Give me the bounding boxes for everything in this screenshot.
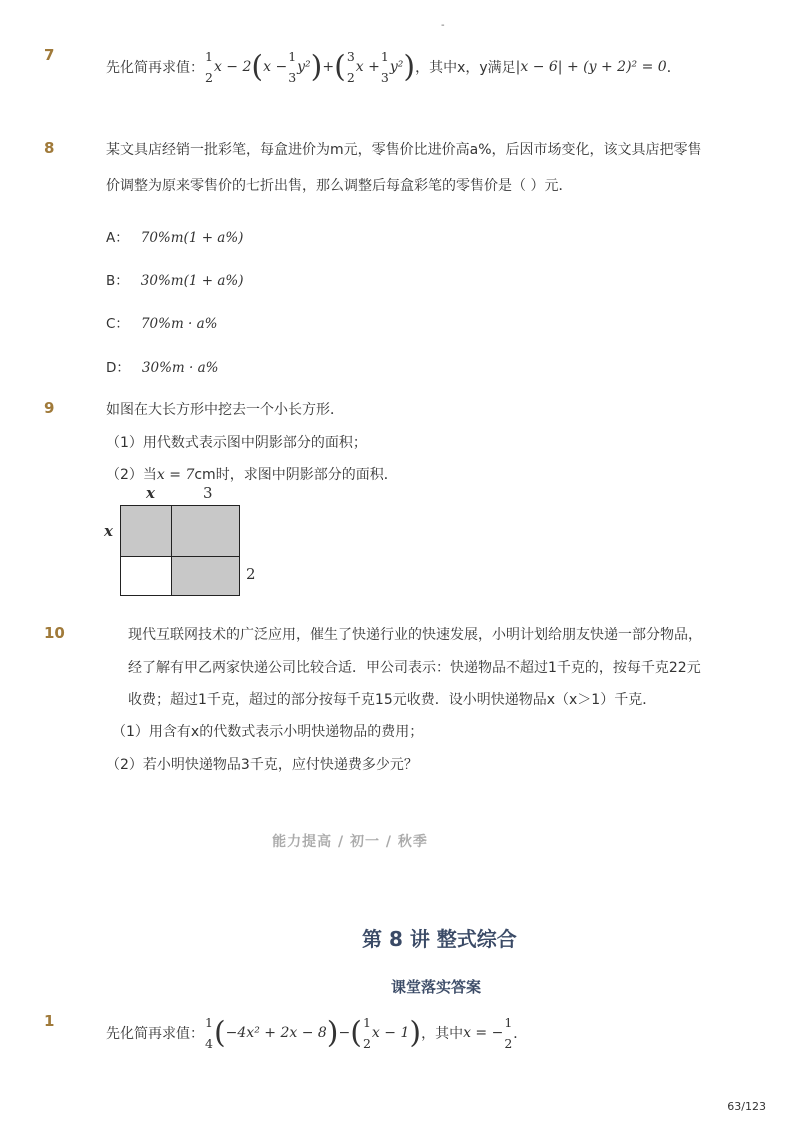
- option-d-value: 30%m · a%: [141, 360, 219, 376]
- question-number-10: 10: [44, 624, 65, 642]
- header-dash: -: [441, 20, 445, 31]
- a1-paren-open-2: (: [350, 1015, 362, 1051]
- q7-inner1: x −: [263, 59, 288, 75]
- question-7-text: [106, 46, 681, 88]
- page-footer: 能力提高 / 初一 / 秋季: [272, 834, 428, 850]
- q7-frac-3: 3 2: [346, 49, 355, 85]
- q7-frac-1: 1 2: [205, 49, 213, 85]
- q9-x-value: x = 7: [156, 467, 195, 483]
- option-b[interactable]: [106, 269, 243, 289]
- option-d-label: D：: [106, 360, 130, 376]
- a1-paren-close-1: ): [326, 1015, 339, 1051]
- question-9-line-1: 如图在大长方形中挖去一个小长方形．: [106, 402, 344, 418]
- option-c[interactable]: [106, 312, 218, 332]
- q7-inner1-tail: y²: [297, 59, 311, 75]
- question-10-line-2: 经了解有甲乙两家快递公司比较合适．甲公司表示：快递物品不超过1千克的，按每千克22元: [128, 660, 701, 676]
- option-b-value: 30%m(1 + a%): [140, 273, 244, 289]
- a1-paren-open-1: (: [213, 1015, 226, 1051]
- q7-plus: +: [322, 59, 335, 75]
- q7-suffix: ，其中x，y满足: [415, 60, 516, 76]
- figure-label-right-2: 2: [246, 565, 256, 583]
- option-b-label: B：: [106, 273, 129, 289]
- q7-paren-open-2: (: [334, 49, 346, 85]
- q7-paren-close-2: ): [403, 49, 416, 85]
- a1-minus: −: [338, 1025, 351, 1041]
- figure-label-left-x: x: [104, 522, 113, 540]
- shaded-bottom-right: [171, 556, 240, 596]
- question-9-line-2: （1）用代数式表示图中阴影部分的面积；: [106, 435, 367, 451]
- figure-label-top-x: x: [146, 484, 155, 502]
- a1-frac-3: 1 2: [504, 1015, 513, 1051]
- a1-cond: x = −: [463, 1025, 504, 1041]
- a1-prefix: 先化简再求值：: [106, 1026, 204, 1042]
- page-number: 63/123: [727, 1100, 766, 1113]
- shaded-top-left: [120, 505, 172, 557]
- a1-paren-close-2: ): [409, 1015, 422, 1051]
- a1-frac-2: 1 2: [362, 1015, 371, 1051]
- q7-condition: |x − 6| + (y + 2)² = 0: [515, 59, 667, 75]
- question-10-line-1: 现代互联网技术的广泛应用，催生了快递行业的快速发展，小明计划给朋友快递一部分物品，: [128, 627, 702, 643]
- a1-frac-1: 1 4: [205, 1015, 213, 1051]
- question-8-line-1: 某文具店经销一批彩笔，每盒进价为m元，零售价比进价高a%，后因市场变化，该文具店把零售: [106, 142, 702, 158]
- question-9-line-3: （2）当x = 7cm时，求图中阴影部分的面积．: [106, 467, 398, 483]
- option-c-label: C：: [106, 316, 129, 332]
- question-10-line-5: （2）若小明快递物品3千克，应付快递费多少元？: [106, 757, 418, 773]
- q7-prefix: 先化简再求值：: [106, 60, 204, 76]
- shaded-top-right: [171, 505, 240, 557]
- q7-paren-open-1: (: [251, 49, 264, 85]
- option-a[interactable]: [106, 226, 243, 246]
- a1-inner2: x − 1: [371, 1025, 410, 1041]
- removed-rectangle: [120, 556, 172, 596]
- a1-inner1: −4x² + 2x − 8: [225, 1025, 327, 1041]
- a1-end: ．: [513, 1026, 528, 1042]
- lesson-title: 第 8 讲 整式综合: [362, 927, 517, 951]
- q7-end: ．: [666, 60, 681, 76]
- q7-inner2: x +: [355, 59, 380, 75]
- figure-label-top-3: 3: [203, 484, 213, 502]
- lesson-subtitle: 课堂落实答案: [391, 978, 482, 996]
- question-number-9: 9: [44, 399, 55, 417]
- q7-frac-2: 1 3: [288, 49, 297, 85]
- answer-1-text: [106, 1012, 527, 1054]
- q7-part1: x − 2: [213, 59, 252, 75]
- a1-suffix: ，其中: [421, 1026, 464, 1042]
- q7-paren-close-1: ): [310, 49, 323, 85]
- question-8-line-2: 价调整为原来零售价的七折出售，那么调整后每盒彩笔的零售价是（ ）元．: [106, 178, 573, 194]
- question-number-8: 8: [44, 139, 55, 157]
- question-10-line-4: （1）用含有x的代数式表示小明快递物品的费用；: [112, 724, 424, 740]
- question-number-7: 7: [44, 46, 55, 64]
- q7-frac-4: 1 3: [380, 49, 389, 85]
- option-a-value: 70%m(1 + a%): [140, 230, 244, 246]
- question-10-line-3: 收费；超过1千克，超过的部分按每千克15元收费．设小明快递物品x（x＞1）千克．: [128, 692, 657, 708]
- rectangle-figure: [100, 484, 270, 602]
- option-a-label: A：: [106, 230, 129, 246]
- option-c-value: 70%m · a%: [140, 316, 218, 332]
- answer-number-1: 1: [44, 1012, 55, 1030]
- option-d[interactable]: [106, 356, 218, 376]
- q7-inner2-tail: y²: [389, 59, 404, 75]
